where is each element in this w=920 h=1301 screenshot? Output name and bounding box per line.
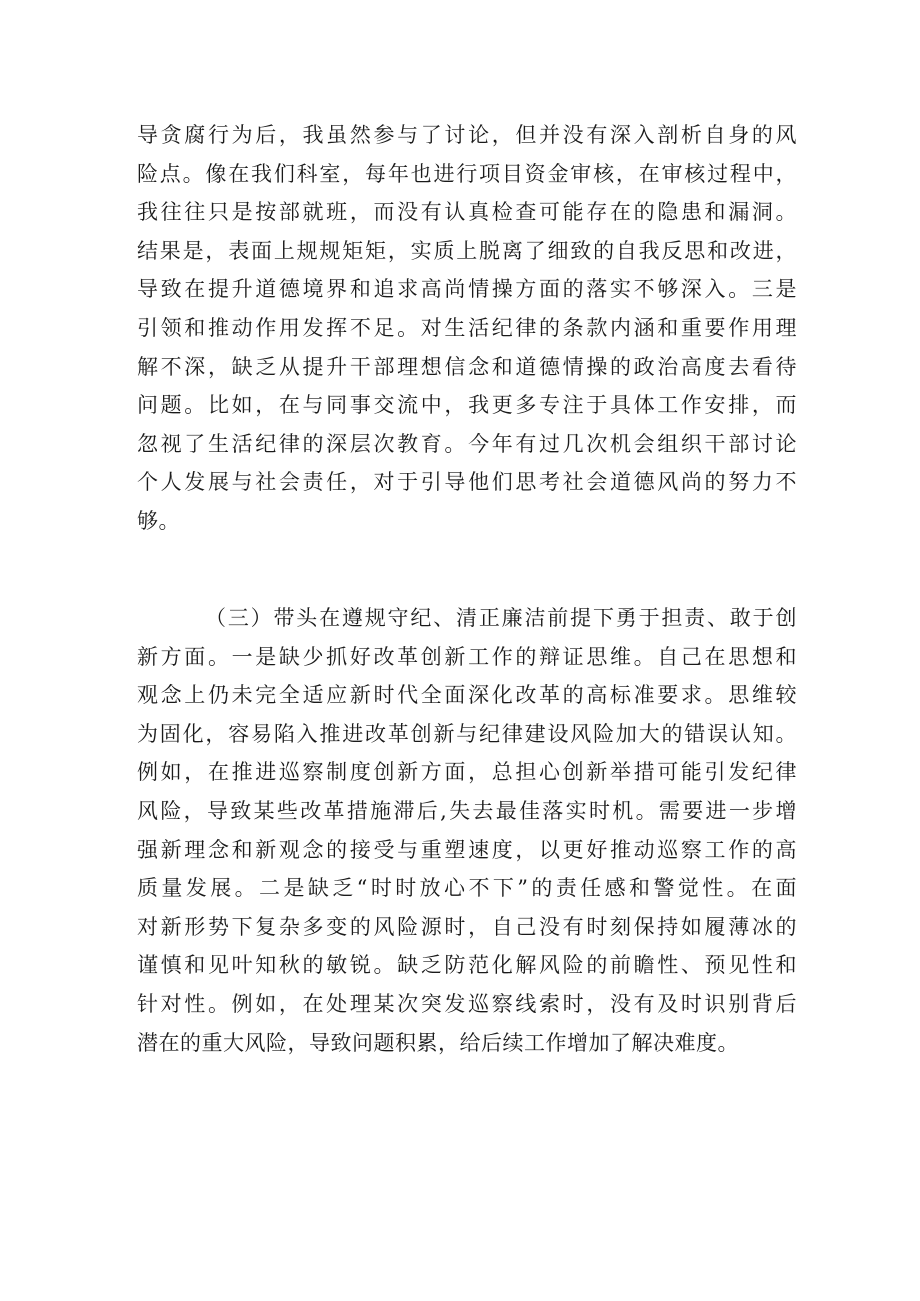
text-line: 够。 [137, 508, 180, 533]
text-line: 质量发展。二是缺乏“时时放心不下”的责任感和警觉性。在面 [137, 876, 797, 901]
text-line: 导贪腐行为后，我虽然参与了讨论，但并没有深入剖析自身的风 [137, 123, 797, 147]
text-line: 导致在提升道德境界和追求高尚情操方面的落实不够深入。三是 [137, 277, 797, 302]
text-line: 问题。比如，在与同事交流中，我更多专注于具体工作安排，而 [137, 393, 797, 418]
text-line: 引领和推动作用发挥不足。对生活纪律的条款内涵和重要作用理 [137, 315, 797, 340]
text-line: 结果是，表面上规规矩矩，实质上脱离了细致的自我反思和改进， [137, 238, 797, 263]
text-line: 对新形势下复杂多变的风险源时，自己没有时刻保持如履薄冰的 [137, 914, 797, 939]
paragraph-section-three [137, 599, 797, 1062]
text-line: 风险，导致某些改革措施滞后,失去最佳落实时机。需要进一步增 [137, 798, 797, 823]
text-line: 忽视了生活纪律的深层次教育。今年有过几次机会组织干部讨论 [137, 431, 797, 456]
text-line: 新方面。一是缺少抓好改革创新工作的辩证思维。自己在思想和 [137, 644, 797, 669]
paragraph-risk-reflection [137, 116, 797, 541]
text-line: 针对性。例如，在处理某次突发巡察线索时，没有及时识别背后 [137, 991, 797, 1016]
text-line: 强新理念和新观念的接受与重塑速度，以更好推动巡察工作的高 [137, 837, 797, 862]
text-line: 例如，在推进巡察制度创新方面，总担心创新举措可能引发纪律 [137, 760, 797, 785]
text-line: 潜在的重大风险，导致问题积累，给后续工作增加了解决难度。 [137, 1030, 739, 1055]
text-line: 为固化，容易陷入推进改革创新与纪律建设风险加大的错误认知。 [137, 721, 797, 746]
text-line: 个人发展与社会责任，对于引导他们思考社会道德风尚的努力不 [137, 470, 797, 495]
section-heading-line: （三）带头在遵规守纪、清正廉洁前提下勇于担责、敢于创 [205, 606, 797, 630]
text-line: 解不深，缺乏从提升干部理想信念和道德情操的政治高度去看待 [137, 354, 797, 379]
text-line: 险点。像在我们科室，每年也进行项目资金审核，在审核过程中， [137, 161, 797, 186]
text-line: 我往往只是按部就班，而没有认真检查可能存在的隐患和漏洞。 [137, 200, 797, 225]
text-line: 谨慎和见叶知秋的敏锐。缺乏防范化解风险的前瞻性、预见性和 [137, 953, 797, 978]
text-line: 观念上仍未完全适应新时代全面深化改革的高标准要求。思维较 [137, 683, 797, 708]
